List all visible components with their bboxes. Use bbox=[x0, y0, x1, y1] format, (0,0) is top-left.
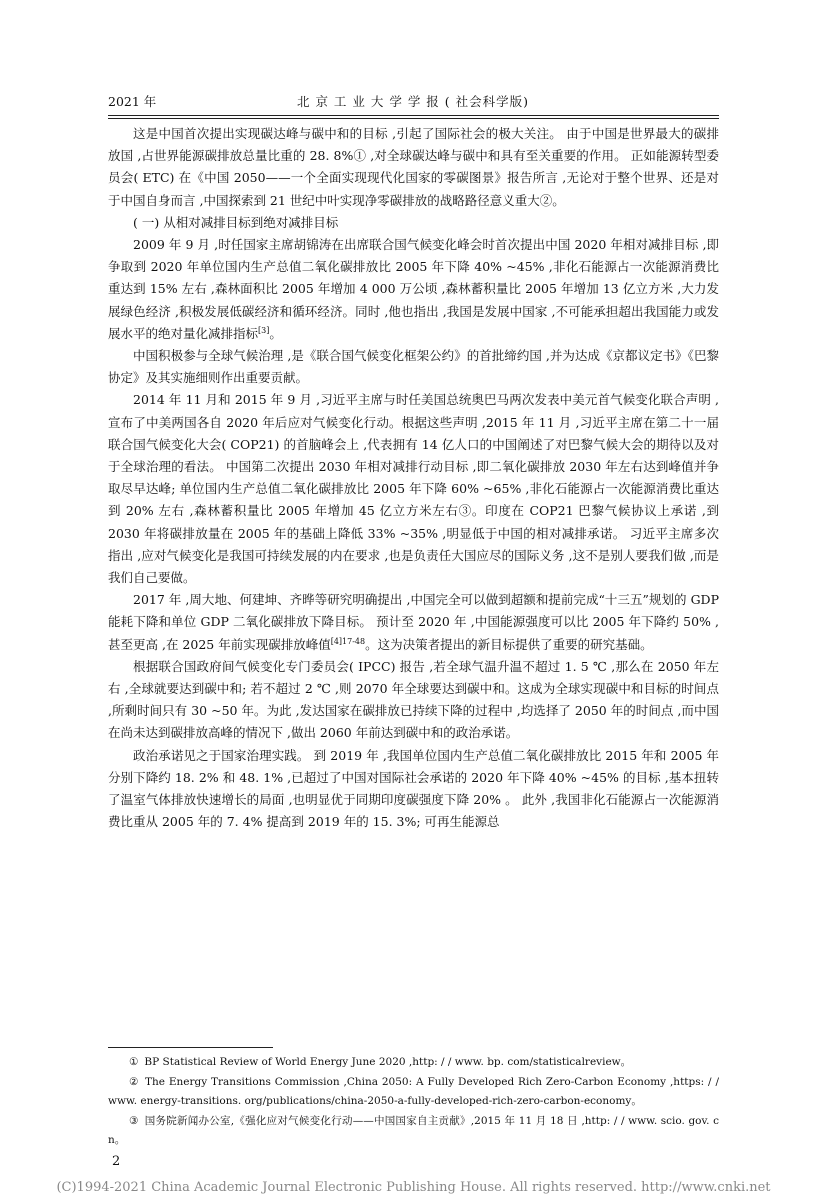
article-body bbox=[108, 123, 719, 834]
footnote-mark: ① bbox=[129, 1056, 139, 1068]
body-paragraph: 根据联合国政府间气候变化专门委员会( IPCC) 报告 ,若全球气温升温不超过 1. 5 ℃ ,那么在 2050 年左右 ,全球就要达到碳中和; 若不超过 2 ℃ ,则 2070 年全球要达到碳中和。这成为全球实现碳中和目标的时间点 ,所剩时间只有 30 ~50 年。为此 ,发达国家在碳排放已持续下降的过程中 ,均选择了 2050 年的时间点 ,而中国在尚未达到碳排放高峰的情况下 ,做出 2060 年前达到碳中和的政治承诺。 bbox=[108, 658, 719, 741]
body-paragraph: 中国积极参与全球气候治理 ,是《联合国气候变化框架公约》的首批缔约国 ,并为达成《京都议定书》《巴黎协定》及其实施细则作出重要贡献。 bbox=[108, 348, 719, 386]
body-paragraph: 2009 年 9 月 ,时任国家主席胡锦涛在出席联合国气候变化峰会时首次提出中国 2020 年相对减排目标 ,即争取到 2020 年单位国内生产总值二氧化碳排放比 2005 年下降 40% ~45% ,非化石能源占一次能源消费比重达到 15% 左右 ,森林面积比 2005 年增加 4 000 万公顷 ,森林蓄积量比 2005 年增加 13 亿立方米 ,大力发展绿色经济 ,积极发展低碳经济和循环经济。同时 ,他也指出 ,我国是发展中国家 ,不可能承担超出我国能力或发展水平的绝对量化减排指标[3]。 bbox=[108, 237, 719, 341]
footnote bbox=[108, 1053, 719, 1073]
footnote bbox=[108, 1112, 719, 1151]
body-paragraph: 2014 年 11 月和 2015 年 9 月 ,习近平主席与时任美国总统奥巴马两次发表中美元首气候变化联合声明 ,宣布了中美两国各自 2020 年后应对气候变化行动。根据这些声明 ,2015 年 11 月 ,习近平主席在第二十一届联合国气候变化大会( COP21) 的首脑峰会上 ,代表拥有 14 亿人口的中国阐述了对巴黎气候大会的期待以及对于全球治理的看法。 中国第二次提出 2030 年相对减排行动目标 ,即二氧化碳排放 2030 年左右达到峰值并争取尽早达峰; 单位国内生产总值二氧化碳排放比 2005 年下降 60% ~65% ,非化石能源占一次能源消费比重达到 20% 左右 ,森林蓄积量比 2005 年增加 45 亿立方米左右③。印度在 COP21 巴黎气候协议上承诺 ,到 2030 年将碳排放量在 2005 年的基础上降低 33% ~35% ,明显低于中国的相对减排承诺。 习近平主席多次指出 ,应对气候变化是我国可持续发展的内在要求 ,也是负责任大国应尽的国际义务 ,这不是别人要我们做 ,而是我们自己要做。 bbox=[108, 392, 719, 586]
footnote bbox=[108, 1073, 719, 1112]
footnote-mark: ② bbox=[129, 1075, 139, 1088]
footnote-text: 国务院新闻办公室,《强化应对气候变化行动——中国国家自主贡献》,2015 年 11 月 18 日 ,http: / / www. scio. gov. cn。 bbox=[108, 1114, 719, 1146]
header-journal-title: 北 京 工 业 大 学 学 报 ( 社会科学版) bbox=[296, 94, 529, 109]
header-rule-top bbox=[108, 115, 719, 116]
footnote-text: BP Statistical Review of World Energy June 2020 ,http: / / www. bp. com/statisticalreview。 bbox=[144, 1056, 632, 1068]
copyright-line: (C)1994-2021 China Academic Journal Electronic Publishing House. All rights reserved. http://www.cnki.net bbox=[56, 1180, 771, 1195]
header-year: 2021 年 bbox=[108, 94, 157, 109]
body-paragraph: 政治承诺见之于国家治理实践。 到 2019 年 ,我国单位国内生产总值二氧化碳排放比 2015 年和 2005 年分别下降约 18. 2% 和 48. 1% ,已超过了中国对国际社会承诺的 2020 年下降 40% ~45% 的目标 ,基本扭转了温室气体排放快速增长的局面 ,也明显优于同期印度碳强度下降 20% 。 此外 ,我国非化石能源占一次能源消费比重从 2005 年的 7. 4% 提高到 2019 年的 15. 3%; 可再生能源总 bbox=[108, 747, 719, 830]
citation-mark[interactable]: [3] bbox=[258, 325, 270, 335]
citation-mark[interactable]: [4]17-48 bbox=[330, 636, 366, 646]
footnote-mark: ③ bbox=[129, 1114, 139, 1127]
footnote-text: The Energy Transitions Commission ,China 2050: A Fully Developed Rich Zero-Carbon Economy ,https: / / www. energy-transitions. org/publications/china-2050-a-fully-developed-rich-zero-carbon-economy。 bbox=[108, 1075, 719, 1107]
body-paragraph: 2017 年 ,周大地、何建坤、齐晔等研究明确提出 ,中国完全可以做到超额和提前完成“十三五”规划的 GDP 能耗下降和单位 GDP 二氧化碳排放下降目标。 预计至 2020 年 ,中国能源强度可以比 2005 年下降约 50% ,甚至更高 ,在 2025 年前实现碳排放峰值$^{[4]17-48}$。这为决策者提出的新目标提供了重要的研究基础。 bbox=[108, 592, 719, 652]
page-number: 2 bbox=[112, 1154, 121, 1169]
footnotes bbox=[108, 1053, 719, 1151]
header-rule-bottom bbox=[108, 118, 719, 119]
footnote-rule bbox=[108, 1047, 273, 1048]
section-heading: ( 一) 从相对减排目标到绝对减排目标 bbox=[133, 214, 339, 230]
body-paragraph: 这是中国首次提出实现碳达峰与碳中和的目标 ,引起了国际社会的极大关注。 由于中国是世界最大的碳排放国 ,占世界能源碳排放总量比重的 28. 8%① ,对全球碳达峰与碳中和具有至关重要的作用。 正如能源转型委员会( ETC) 在《中国 2050——一个全面实现现代化国家的零碳图景》报告所言 ,无论对于整个世界、还是对于中国自身而言 ,中国探索到 21 世纪中叶实现净零碳排放的战略路径意义重大②。 bbox=[108, 126, 719, 208]
running-header bbox=[108, 92, 718, 112]
